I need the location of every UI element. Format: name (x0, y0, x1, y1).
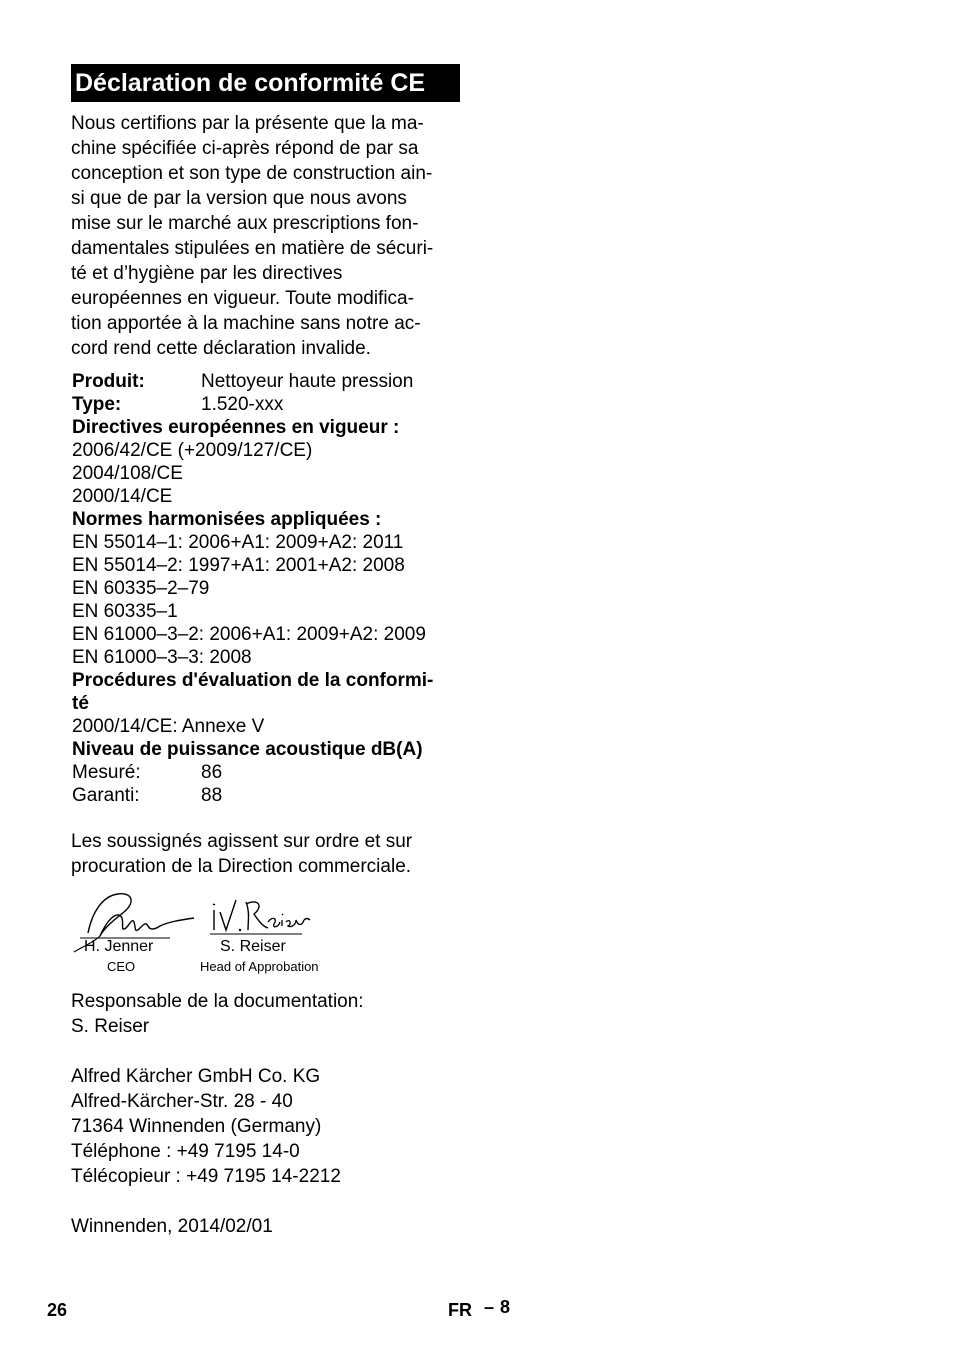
type-value: 1.520-xxx (201, 394, 284, 415)
measured-value: 86 (201, 762, 223, 783)
place-date: Winnenden, 2014/02/01 (71, 1216, 273, 1237)
product-row (72, 370, 433, 393)
directive-item: 2004/108/CE (72, 463, 183, 484)
page-number: 26 (47, 1300, 68, 1320)
address-line: Téléphone : +49 7195 14-0 (71, 1141, 300, 1162)
intro-line: cord rend cette déclaration invalide. (71, 338, 371, 359)
intro-line: chine spécifiée ci-après répond de par sa (71, 138, 419, 159)
type-label: Type: (72, 394, 122, 415)
signers-line: procuration de la Direction commerciale. (71, 856, 412, 877)
guaranteed-row (72, 784, 433, 807)
norm-item: EN 61000–3–3: 2008 (72, 647, 252, 668)
intro-line: té et d’hygiène par les directives (71, 263, 343, 284)
footer-section-page: 8 (500, 1297, 511, 1317)
signer-role: CEO (107, 959, 136, 974)
address-line: 71364 Winnenden (Germany) (71, 1116, 322, 1137)
address-line: Alfred Kärcher GmbH Co. KG (71, 1066, 321, 1087)
signer-name: S. Reiser (220, 938, 286, 955)
signer-role: Head of Approbation (200, 959, 319, 974)
intro-line: si que de par la version que nous avons (71, 188, 407, 209)
documentation-line: Responsable de la documentation: (71, 991, 364, 1012)
documentation-block (71, 989, 364, 1039)
norm-item: EN 60335–1 (72, 601, 178, 622)
guaranteed-value: 88 (201, 785, 223, 806)
norm-item: EN 55014–2: 1997+A1: 2001+A2: 2008 (72, 555, 405, 576)
measured-row (72, 761, 433, 784)
address-block (71, 1064, 341, 1189)
intro-line: Nous certifions par la présente que la ma- (71, 113, 424, 134)
directive-item: 2006/42/CE (+2009/127/CE) (72, 440, 313, 461)
signers-paragraph (71, 829, 412, 879)
norm-item: EN 61000–3–2: 2006+A1: 2009+A2: 2009 (72, 624, 426, 645)
guaranteed-label: Garanti: (72, 785, 140, 806)
norm-item: EN 60335–2–79 (72, 578, 210, 599)
address-line: Télécopieur : +49 7195 14-2212 (71, 1166, 341, 1187)
intro-line: damentales stipulées en matière de sécuri- (71, 238, 434, 259)
product-label: Produit: (72, 371, 145, 392)
signature-reiser (206, 892, 316, 942)
documentation-line: S. Reiser (71, 1016, 150, 1037)
norm-item: EN 55014–1: 2006+A1: 2009+A2: 2011 (72, 532, 404, 553)
intro-paragraph (71, 111, 433, 361)
procedures-value: 2000/14/CE: Annexe V (72, 716, 265, 737)
procedures-heading: Procédures d'évaluation de la conformi- (72, 670, 434, 691)
measured-label: Mesuré: (72, 762, 141, 783)
footer-lang: FR (448, 1300, 472, 1320)
intro-line: conception et son type de construction ain- (71, 163, 433, 184)
directives-heading: Directives européennes en vigueur : (72, 417, 400, 438)
product-value: Nettoyeur haute pression (201, 371, 414, 392)
signers-line: Les soussignés agissent sur ordre et sur (71, 831, 413, 852)
signer-name: H. Jenner (84, 938, 154, 955)
procedures-heading-cont: té (72, 693, 89, 714)
norms-heading: Normes harmonisées appliquées : (72, 509, 382, 530)
directive-item: 2000/14/CE (72, 486, 173, 507)
acoustic-heading: Niveau de puissance acoustique dB(A) (72, 739, 423, 760)
address-line: Alfred-Kärcher-Str. 28 - 40 (71, 1091, 293, 1112)
spec-block (72, 370, 433, 807)
page-title: Déclaration de conformité CE (71, 64, 460, 102)
intro-line: tion apportée à la machine sans notre ac- (71, 313, 421, 334)
intro-line: mise sur le marché aux prescriptions fon- (71, 213, 419, 234)
intro-line: européennes en vigueur. Toute modifica- (71, 288, 414, 309)
footer-dash: – (484, 1297, 495, 1317)
type-row (72, 393, 433, 416)
